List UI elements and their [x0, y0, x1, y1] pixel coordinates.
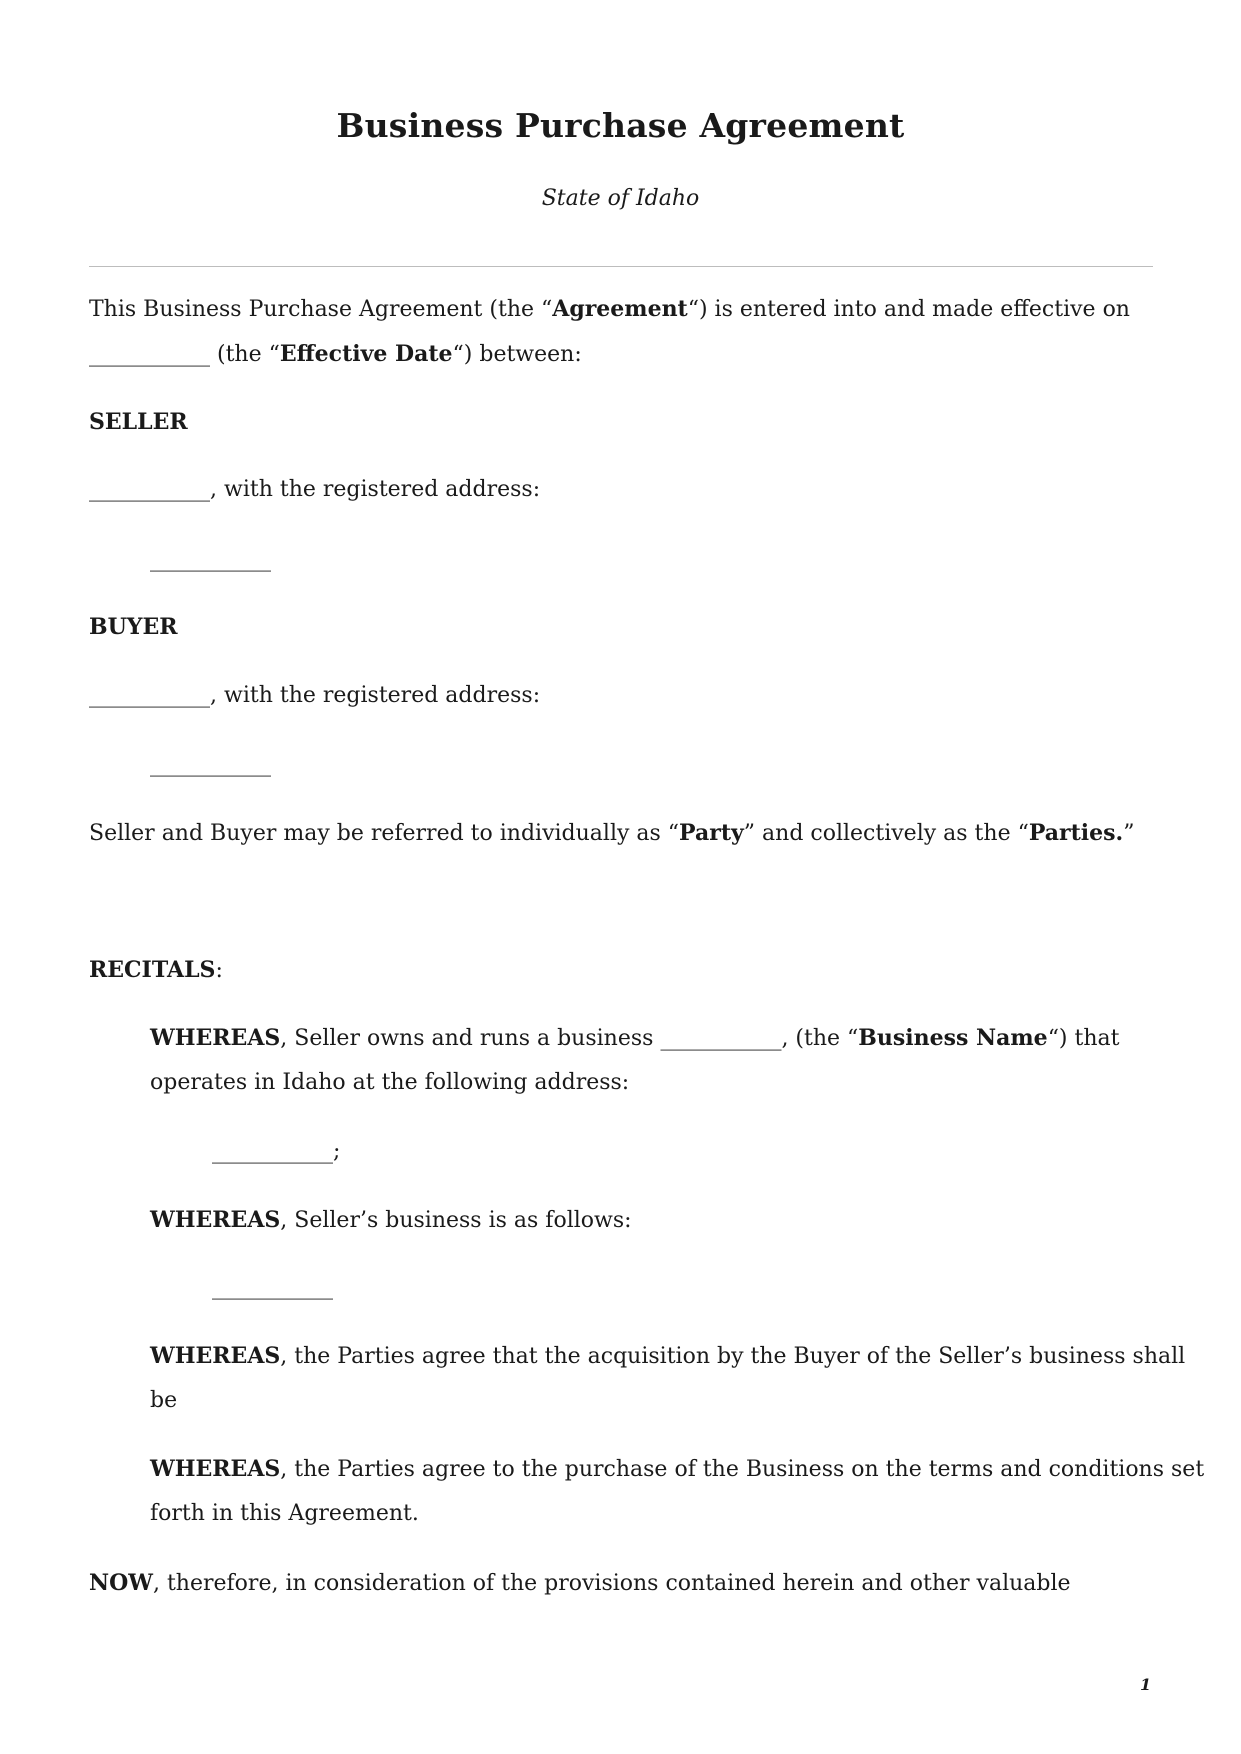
- header-divider: [89, 266, 1153, 267]
- buyer-heading: BUYER: [89, 614, 178, 640]
- whereas-1-line-1: WHEREAS, Seller owns and runs a business ___________, (the “Business Name“) that: [150, 1025, 1120, 1051]
- whereas-4-line-2: forth in this Agreement.: [150, 1501, 419, 1526]
- seller-name-line: ___________, with the registered address:: [89, 477, 541, 502]
- whereas-4-line-1: WHEREAS, the Parties agree to the purchase of the Business on the terms and conditions set: [150, 1456, 1205, 1482]
- term-business-name: Business Name: [858, 1025, 1048, 1051]
- business-description-blank: ___________: [212, 1275, 333, 1300]
- page-number: 1: [1140, 1675, 1152, 1694]
- now-therefore-clause: NOW, therefore, in consideration of the provisions contained herein and other valuable: [89, 1570, 1071, 1596]
- seller-address-blank: ___________: [150, 547, 271, 572]
- buyer-name-blank: ___________: [89, 683, 210, 708]
- business-name-blank: ___________: [660, 1026, 782, 1051]
- recitals-heading: RECITALS:: [89, 957, 223, 983]
- business-address-line: ___________;: [212, 1139, 341, 1164]
- intro-line-1: This Business Purchase Agreement (the “Agreement“) is entered into and made effective on: [89, 296, 1130, 322]
- buyer-name-line: ___________, with the registered address:: [89, 683, 541, 708]
- whereas-3-line-1: WHEREAS, the Parties agree that the acquisition by the Buyer of the Seller’s business shall: [150, 1343, 1186, 1369]
- whereas-3-line-2: be: [150, 1388, 178, 1413]
- term-effective-date: Effective Date: [279, 341, 453, 367]
- buyer-address-blank: ___________: [150, 752, 271, 777]
- term-agreement: Agreement: [552, 296, 688, 322]
- whereas-1-line-2: operates in Idaho at the following address:: [150, 1070, 630, 1095]
- document-subtitle: State of Idaho: [541, 186, 700, 211]
- business-address-blank: ___________: [212, 1139, 333, 1164]
- document-title: Business Purchase Agreement: [336, 106, 905, 145]
- seller-name-blank: ___________: [89, 477, 210, 502]
- intro-line-2: ___________ (the “Effective Date“) between:: [89, 341, 582, 367]
- seller-heading: SELLER: [89, 409, 188, 435]
- whereas-2: WHEREAS, Seller’s business is as follows:: [150, 1207, 632, 1233]
- effective-date-blank: ___________: [89, 342, 210, 367]
- parties-definition: Seller and Buyer may be referred to individually as “Party” and collectively as the “Parties.”: [89, 820, 1135, 846]
